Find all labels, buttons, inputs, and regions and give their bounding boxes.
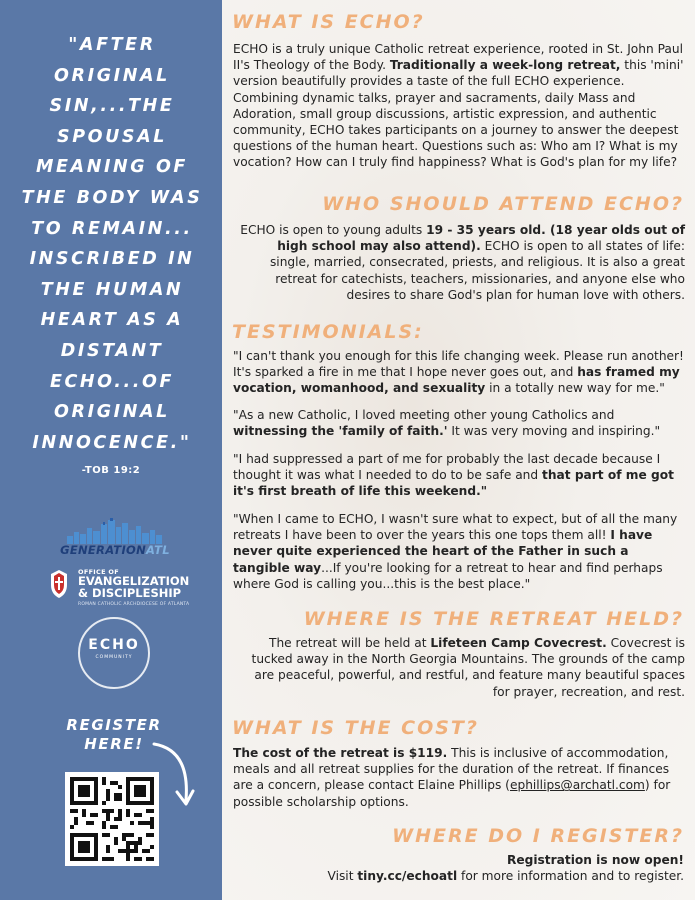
quote-source: -TOB 19:2 (81, 465, 141, 476)
register-label-line: HERE! (84, 735, 144, 753)
testimonial-2: "As a new Catholic, I loved meeting other young Catholics and witnessing the 'family of faith.' It was very moving and inspiring." (233, 408, 661, 439)
oed-office-of: OFFICE OF (78, 568, 119, 576)
cost-body: The cost of the retreat is $119. This is inclusive of accommodation, meals and all retreat supplies for the duration of the retreat. If finances are a concern, please contact Elaine Phillips (ephillips@archatl.com) for possible scholarship options. (233, 746, 671, 809)
what-is-echo-body: ECHO is a truly unique Catholic retreat experience, rooted in St. John Paul II's Theology of the Body. Traditionally a week-long retreat, this 'mini' version beautifully provides a taste of the full ECHO experience. Combining dynamic talks, prayer and sacraments, daily Mass and Adoration, small group discussions, artistic expression, and authentic community, ECHO takes participants on a journey to answer the deepest questions of the human heart. Questions such as: Who am I? What is my vocation? How can I truly find happiness? What is God's plan for my life? (233, 42, 684, 170)
archdiocese-seal-icon (47, 569, 71, 599)
oed-subtitle: ROMAN CATHOLIC ARCHDIOCESE OF ATLANTA (78, 602, 190, 607)
quote-line: SIN,...THE (49, 96, 175, 117)
quote-line: INNOCENCE." (32, 432, 192, 453)
cost-heading: WHAT IS THE COST? (232, 717, 479, 739)
register-visit-text: Visit tiny.cc/echoatl for more information and to register. (327, 869, 684, 883)
testimonial-3: "I had suppressed a part of me for probably the last decade because I thought it was what I needed to do to be safe and that part of me got it's first breath of life this weekend." (233, 452, 674, 499)
testimonial-1: "I can't thank you enough for this life changing week. Please run another! It's sparked a fire in me that I hope never goes out, and has framed my vocation, womanhood, and sexuality in a totally new way for me." (233, 349, 684, 396)
register-open-text: Registration is now open! (507, 853, 684, 867)
echo-subtitle: COMMUNITY (95, 655, 133, 660)
where-register-heading: WHERE DO I REGISTER? (392, 825, 684, 847)
who-should-attend-heading: WHO SHOULD ATTEND ECHO? (322, 193, 684, 215)
oed-title-line: EVANGELIZATION (78, 574, 190, 588)
office-evangelization-logo (42, 565, 192, 615)
who-should-attend-body: ECHO is open to young adults 19 - 35 years old. (18 year olds out of high school may also attend). ECHO is open to all states of life: single, married, consecrated, priests, and religious. It is also a great retreat for catechists, teachers, missionaries, and anyone else who desires to share God's plan for human love with others. (240, 223, 685, 302)
oed-title-line: & DISCIPLESHIP (78, 586, 182, 600)
where-is-retreat-body: The retreat will be held at Lifeteen Camp Covecrest. Covecrest is tucked away in the North Georgia Mountains. The grounds of the camp are peaceful, powerful, and restful, and feature many beautiful spaces for prayer, recreation, and rest. (251, 636, 685, 699)
quote-line: MEANING OF (35, 157, 188, 178)
registration-link[interactable]: tiny.cc/echoatl (357, 869, 458, 883)
quote-line: THE BODY WAS (21, 187, 203, 208)
where-is-retreat-heading: WHERE IS THE RETREAT HELD? (303, 608, 684, 630)
echo-community-logo (78, 617, 152, 691)
testimonial-4: "When I came to ECHO, I wasn't sure what to expect, but of all the many retreats I have been to over the years this one tops them all! I have never quite experienced the heart of the Father in such a tangible way...If you're looking for a retreat to hear and find perhaps where God is calling you...this is the best place." (233, 512, 678, 591)
quote-line: HEART AS A (40, 310, 184, 331)
testimonials-heading: TESTIMONIALS: (232, 321, 424, 343)
oed-title (78, 575, 189, 599)
quote-line: ECHO...OF (49, 371, 175, 392)
quote-line: ORIGINAL (54, 65, 170, 86)
registration-qr-code[interactable] (65, 772, 159, 866)
tob-quote (14, 30, 210, 458)
what-is-echo-heading: WHAT IS ECHO? (232, 11, 425, 33)
quote-line: DISTANT (60, 340, 164, 361)
sidebar (0, 0, 222, 900)
register-label-line: REGISTER (66, 716, 162, 734)
quote-line: "AFTER (68, 35, 156, 55)
quote-line: TO REMAIN... (31, 218, 193, 239)
echo-ring-icon (78, 617, 150, 689)
main-content (222, 0, 695, 900)
echo-wordmark: ECHO (88, 637, 140, 653)
quote-line: SPOUSAL (56, 126, 167, 147)
qr-code-icon (70, 777, 154, 861)
quote-line: THE HUMAN (40, 279, 184, 300)
contact-email-link[interactable]: ephillips@archatl.com (509, 778, 645, 793)
generation-atl-wordmark: GENERATIONATL (60, 543, 170, 557)
quote-line: ORIGINAL (54, 402, 170, 423)
quote-line: INSCRIBED IN (29, 249, 195, 270)
skyline-icon (67, 518, 167, 544)
